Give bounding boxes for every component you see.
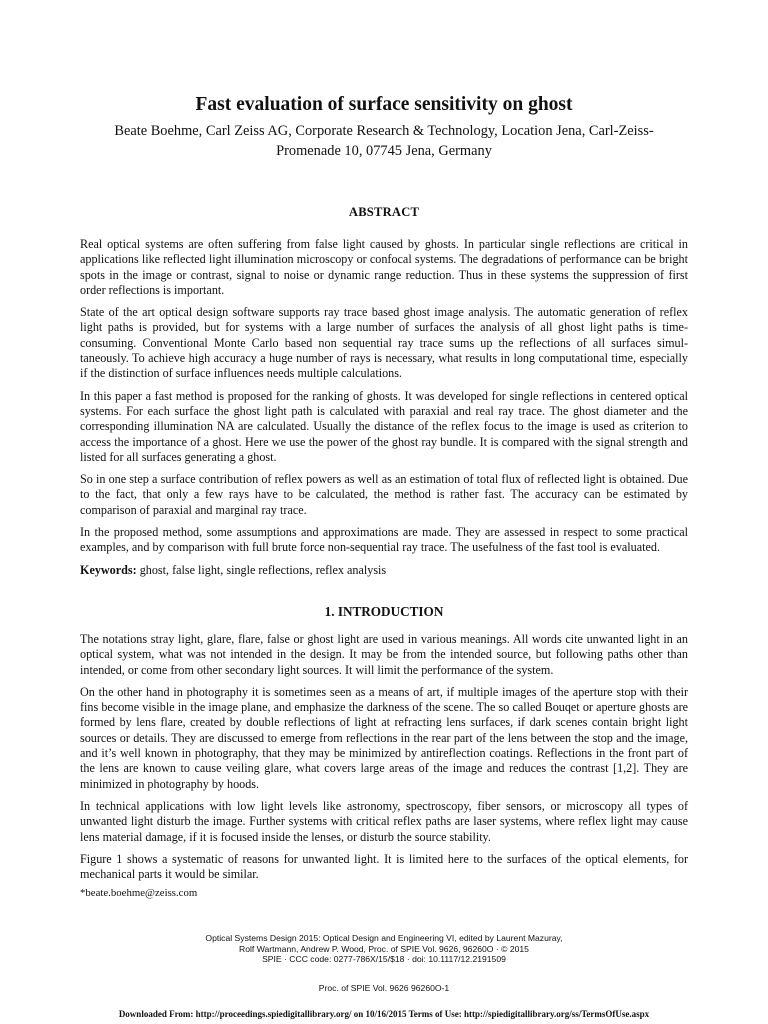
keywords (80, 563, 688, 578)
author-email-footnote: *beate.boehme@zeiss.com (80, 887, 198, 899)
abstract-heading: ABSTRACT (348, 205, 420, 219)
abstract-paragraph: So in one step a surface contribution of reflex powers as well as an estimation of total flux of reflected light is obtained. Due to the fact, that only a few rays have to be calculated, the method is rather fast. The accuracy can be estimated by comparison of paraxial and marginal ray trace. (80, 472, 688, 517)
citation-line: Optical Systems Design 2015: Optical Design and Engineering VI, edited by Laurent Mazuray, (205, 933, 563, 943)
abstract-paragraph: Real optical systems are often suffering from false light caused by ghosts. In particular single reflections are critical in applications like reflected light illumination microscopy or confocal systems. The degradations of performance can be bright spots in the image or contrast, signal to noise or dynamic range reduction. Thus in these systems the suppression of first order reflections is important. (80, 237, 688, 297)
abstract-paragraph: State of the art optical design software supports ray trace based ghost image analysis. The automatic generation of reflex light paths is provided, but for systems with a large number of surfaces the analysis of all ghost light paths is time-consuming. Conventional Monte Carlo based non sequential ray trace sums up the reflections of all surfaces simul-taneously. To achieve high accuracy a huge number of rays is necessary, what results in long computational time, especially if the distinction of surface influences needs multiple calculations. (80, 305, 688, 381)
abstract-paragraph: In the proposed method, some assumptions and approximations are made. They are assessed in respect to some practical examples, and by comparison with full brute force non-sequential ray trace. The usefulness of the fast tool is evaluated. (80, 525, 688, 555)
page-number: Proc. of SPIE Vol. 9626 96260O-1 (318, 983, 450, 993)
intro-paragraph: In technical applications with low light levels like astronomy, spectroscopy, fiber sensors, or microscopy all types of unwanted light disturb the image. Further systems with critical reflex paths are laser systems, where reflex light may cause lens material damage, if it is focused inside the lenses, or disturb the source stability. (80, 798, 688, 844)
section-heading: 1. INTRODUCTION (324, 604, 444, 619)
citation-block (0, 933, 768, 965)
keywords-label: Keywords: (80, 562, 137, 577)
paper-title: Fast evaluation of surface sensitivity on ghost (195, 94, 573, 115)
download-notice: Downloaded From: http://proceedings.spiedigitallibrary.org/ on 10/16/2015 Terms of Use: http://spiedigitallibrary.org/ss/TermsOfUse.aspx (118, 1009, 650, 1019)
intro-paragraph: The notations stray light, glare, flare, false or ghost light are used in various meanings. All words cite unwanted light in an optical system, what was not intended in the design. It may be from the intended source, but following paths other than intended, or come from other secondary light sources. It will limit the performance of the system. (80, 632, 688, 677)
abstract-paragraph: In this paper a fast method is proposed for the ranking of ghosts. It was developed for single reflections in centered optical systems. For each surface the ghost light path is calculated with paraxial and real ray trace. The ghost diameter and the corresponding illumination NA are calculated. Usually the distance of the reflex focus to the image is used as criterion to access the importance of a ghost. Here we use the power of the ghost ray bundle. It is compared with the signal strength and listed for all surfaces generating a ghost. (80, 388, 688, 464)
introduction-body (80, 632, 688, 889)
abstract-body (80, 237, 688, 585)
author-affiliation: Beate Boehme, Carl Zeiss AG, Corporate Research & Technology, Location Jena, Carl-Zeiss-Promenade 10, 07745 Jena, Germany (114, 123, 654, 159)
keywords-text: ghost, false light, single reflections, reflex analysis (136, 562, 387, 577)
intro-paragraph: Figure 1 shows a systematic of reasons for unwanted light. It is limited here to the surfaces of the optical elements, for mechanical parts it would be similar. (80, 851, 688, 882)
citation-line: SPIE · CCC code: 0277-786X/15/$18 · doi: 10.1117/12.2191509 (262, 954, 506, 965)
citation-line: Rolf Wartmann, Andrew P. Wood, Proc. of SPIE Vol. 9626, 96260O · © 2015 (239, 943, 529, 954)
intro-paragraph: On the other hand in photography it is sometimes seen as a means of art, if multiple images of the aperture stop with their fins become visible in the image plane, and emphasize the darkness of the scene. The so called Bouqet or aperture ghosts are formed by lens flare, created by double reflections of light at refracting lens surfaces, if dark scenes contain bright light sources or details. They are discussed to emerge from reflections in the rear part of the lens between the stop and the image, and it’s well known in photography, that they may be minimized by antireflection coatings. Reflections in the front part of the lens are known to cause veiling glare, what covers large areas of the image and reduces the contrast [1,2]. They are minimized in photography by hoods. (80, 684, 688, 791)
